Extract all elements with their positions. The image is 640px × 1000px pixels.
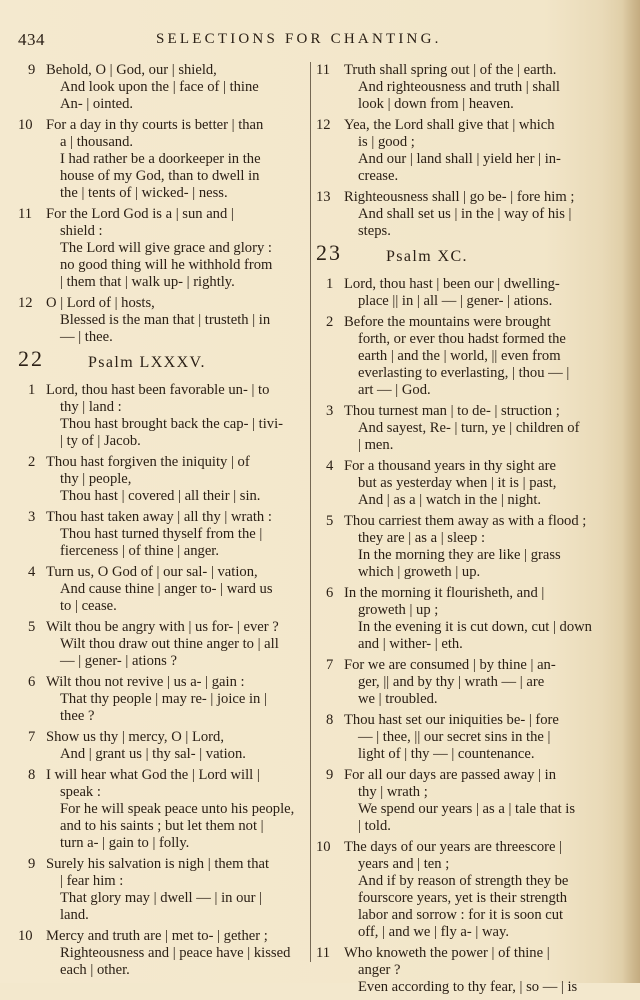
verse-line: Behold, O | God, our | shield, <box>46 62 217 78</box>
verse-line: For the Lord God is a | sun and | <box>46 206 234 222</box>
verse-number: 6 <box>326 585 334 601</box>
verse-number: 1 <box>326 276 334 292</box>
verse-line: Blessed is the man that | trusteth | in <box>60 312 271 328</box>
verse-line: — | thee, || our secret sins in the | <box>358 729 551 745</box>
column-divider <box>310 62 311 962</box>
verse-line: Righteousness and | peace have | kissed <box>60 945 291 961</box>
verse-line: fierceness | of thine | anger. <box>60 543 220 559</box>
verse-line: turn a- | gain to | folly. <box>60 835 190 851</box>
verse-line: anger ? <box>358 962 401 978</box>
verse-line: | men. <box>358 437 394 453</box>
verse-line: For we are consumed | by thine | an- <box>344 657 556 673</box>
verse-group <box>18 62 306 346</box>
verse-number: 8 <box>28 767 36 783</box>
psalm-title: Psalm LXXXV. <box>88 354 206 371</box>
verse-line: That thy people | may re- | joice in | <box>60 691 267 707</box>
verse-line: An- | ointed. <box>60 96 134 112</box>
verse-number: 13 <box>316 189 331 205</box>
verse-line: ger, || and by thy | wrath — | are <box>358 674 545 690</box>
verse-line: land. <box>60 907 89 923</box>
verse-line: thy | people, <box>60 471 132 487</box>
verse-line: thee ? <box>60 708 95 724</box>
verse <box>316 767 604 835</box>
verse <box>316 314 604 399</box>
verse-number: 9 <box>28 62 36 78</box>
verse-line: no good thing will he withhold from <box>60 257 273 273</box>
verse <box>316 513 604 581</box>
verse-number: 7 <box>326 657 334 673</box>
verse-line: Turn us, O God of | our sal- | vation, <box>46 564 258 580</box>
verse-line: crease. <box>358 168 399 184</box>
verse-number: 3 <box>326 403 334 419</box>
verse-number: 11 <box>316 945 331 961</box>
verse-line: Thou hast brought back the cap- | tivi- <box>60 416 283 432</box>
psalm-title: Psalm XC. <box>386 248 468 265</box>
verse-number: 10 <box>18 117 33 133</box>
verse <box>316 458 604 509</box>
verse-line: a | thousand. <box>60 134 134 150</box>
verse <box>18 729 306 763</box>
verse-line: is | good ; <box>358 134 415 150</box>
verse-line: | them that | walk up- | rightly. <box>60 274 235 290</box>
verse-line: off, | and we | fly a- | way. <box>358 924 510 940</box>
verse-line: to | cease. <box>60 598 117 614</box>
verse-line: I will hear what God the | Lord will | <box>46 767 260 783</box>
verse-line: The Lord will give grace and glory : <box>60 240 272 256</box>
verse-line: Thou carriest them away as with a flood ; <box>344 513 587 529</box>
verse-number: 2 <box>28 454 36 470</box>
verse-line: art — | God. <box>358 382 431 398</box>
verse-line: — | gener- | ations ? <box>60 653 177 669</box>
verse-line: Show us thy | mercy, O | Lord, <box>46 729 224 745</box>
verse-line: but as yesterday when | it is | past, <box>358 475 557 491</box>
verse <box>18 674 306 725</box>
verse-line: For a thousand years in thy sight are <box>344 458 556 474</box>
verse-line: and | wither- | eth. <box>358 636 463 652</box>
verse-group <box>316 62 604 240</box>
verse-line: That glory may | dwell — | in our | <box>60 890 263 906</box>
verse-line: In the morning they are like | grass <box>358 547 561 563</box>
verse-line: | told. <box>358 818 391 834</box>
verse-number: 5 <box>326 513 334 529</box>
verse-line: — | thee. <box>60 329 113 345</box>
verse-line: place || in | all — | gener- | ations. <box>358 293 553 309</box>
right-column <box>316 62 604 1000</box>
verse <box>316 657 604 708</box>
verse <box>316 839 604 941</box>
verse-line: shield : <box>60 223 103 239</box>
left-column <box>18 62 306 983</box>
psalm-heading <box>316 240 604 272</box>
verse-line: we | troubled. <box>358 691 438 707</box>
verse-line: earth | and the | world, || even from <box>358 348 561 364</box>
verse-line: And our | land shall | yield her | in- <box>358 151 561 167</box>
verse-number: 1 <box>28 382 36 398</box>
verse <box>18 564 306 615</box>
verse-line: O | Lord of | hosts, <box>46 295 155 311</box>
verse <box>316 276 604 310</box>
verse-line: Thou hast forgiven the iniquity | of <box>46 454 250 470</box>
verse-number: 11 <box>316 62 331 78</box>
verse <box>316 117 604 185</box>
verse-line: Even according to thy fear, | so — | is <box>358 979 578 995</box>
verse-line: For he will speak peace unto his people, <box>60 801 295 817</box>
verse-line: And sayest, Re- | turn, ye | children of <box>358 420 580 436</box>
verse-line: Wilt thou be angry with | us for- | ever ? <box>46 619 279 635</box>
verse-line: In the morning it flourisheth, and | <box>344 585 545 601</box>
verse-number: 3 <box>28 509 36 525</box>
verse-number: 4 <box>326 458 334 474</box>
verse-number: 11 <box>18 206 33 222</box>
verse-line: light of | thy — | countenance. <box>358 746 535 762</box>
verse-number: 10 <box>18 928 33 944</box>
verse <box>316 403 604 454</box>
verse <box>18 509 306 560</box>
psalm-heading <box>18 346 306 378</box>
page-number: 434 <box>18 30 45 49</box>
verse <box>316 62 604 113</box>
verse-line: thy | land : <box>60 399 122 415</box>
verse-number: 7 <box>28 729 36 745</box>
verse-line: fourscore years, yet is their strength <box>358 890 568 906</box>
verse-line: And if by reason of strength they be <box>358 873 569 889</box>
verse-number: 8 <box>326 712 334 728</box>
verse-line: which | groweth | up. <box>358 564 481 580</box>
verse-line: and to his saints ; but let them not | <box>60 818 264 834</box>
verse-line: labor and sorrow : for it is soon cut <box>358 907 564 923</box>
verse <box>18 928 306 979</box>
verse-line: In the evening it is cut down, cut | down <box>358 619 592 635</box>
verse-line: We spend our years | as a | tale that is <box>358 801 576 817</box>
verse-line: Thou hast | covered | all their | sin. <box>60 488 261 504</box>
verse-line: everlasting to everlasting, | thou — | <box>358 365 570 381</box>
verse-line: Thou hast turned thyself from the | <box>60 526 263 542</box>
verse-line: Thou hast taken away | all thy | wrath : <box>46 509 272 525</box>
verse <box>18 454 306 505</box>
verse-number: 2 <box>326 314 334 330</box>
verse-line: years and | ten ; <box>358 856 450 872</box>
verse-number: 6 <box>28 674 36 690</box>
verse-line: I had rather be a doorkeeper in the <box>60 151 261 167</box>
verse-number: 12 <box>18 295 33 311</box>
page-header <box>18 30 618 52</box>
verse-line: Mercy and truth are | met to- | gether ; <box>46 928 268 944</box>
verse-line: Surely his salvation is nigh | them that <box>46 856 270 872</box>
verse <box>18 117 306 202</box>
verse <box>316 945 604 996</box>
verse <box>18 295 306 346</box>
verse-number: 10 <box>316 839 331 855</box>
verse-line: Before the mountains were brought <box>344 314 551 330</box>
selection-number: 22 <box>18 346 44 371</box>
verse-line: And cause thine | anger to- | ward us <box>60 581 273 597</box>
verse-line: Lord, thou hast been favorable un- | to <box>46 382 270 398</box>
verse-line: For a day in thy courts is better | than <box>46 117 264 133</box>
verse-line: And | grant us | thy sal- | vation. <box>60 746 246 762</box>
verse <box>18 62 306 113</box>
verse <box>316 189 604 240</box>
verse-line: house of my God, than to dwell in <box>60 168 260 184</box>
verse-line: Thou hast set our iniquities be- | fore <box>344 712 559 728</box>
running-title: SELECTIONS FOR CHANTING. <box>156 31 442 47</box>
verse <box>316 585 604 653</box>
verse-line: steps. <box>358 223 391 239</box>
verse-line: Who knoweth the power | of thine | <box>344 945 550 961</box>
verse-line: Thou turnest man | to de- | struction ; <box>344 403 560 419</box>
verse-group <box>316 276 604 996</box>
verse <box>316 712 604 763</box>
verse-line: And | as a | watch in the | night. <box>358 492 542 508</box>
verse-number: 5 <box>28 619 36 635</box>
verse-line: And look upon the | face of | thine <box>60 79 259 95</box>
verse-line: speak : <box>60 784 101 800</box>
verse-line: For all our days are passed away | in <box>344 767 557 783</box>
verse-line: Truth shall spring out | of the | earth. <box>344 62 557 78</box>
verse-line: forth, or ever thou hadst formed the <box>358 331 566 347</box>
verse-line: And righteousness and truth | shall <box>358 79 560 95</box>
verse-number: 9 <box>28 856 36 872</box>
verse <box>18 382 306 450</box>
verse <box>18 619 306 670</box>
verse-line: each | other. <box>60 962 130 978</box>
verse-line: Wilt thou draw out thine anger to | all <box>60 636 279 652</box>
verse-line: Yea, the Lord shall give that | which <box>344 117 555 133</box>
verse-line: | ty of | Jacob. <box>60 433 141 449</box>
verse-number: 4 <box>28 564 36 580</box>
page-binding-shadow <box>622 0 640 983</box>
verse-line: And shall set us | in the | way of his | <box>358 206 572 222</box>
selection-number: 23 <box>316 240 342 265</box>
verse-line: groweth | up ; <box>358 602 439 618</box>
verse-line: Lord, thou hast | been our | dwelling- <box>344 276 560 292</box>
verse-line: Wilt thou not revive | us a- | gain : <box>46 674 245 690</box>
verse-line: thy | wrath ; <box>358 784 428 800</box>
verse <box>18 767 306 852</box>
verse-line: | fear him : <box>60 873 124 889</box>
verse <box>18 856 306 924</box>
verse-line: Righteousness shall | go be- | fore him ; <box>344 189 575 205</box>
verse-line: they are | as a | sleep : <box>358 530 485 546</box>
verse-line: The days of our years are threescore | <box>344 839 563 855</box>
verse <box>18 206 306 291</box>
verse-line: the | tents of | wicked- | ness. <box>60 185 228 201</box>
verse-line: look | down from | heaven. <box>358 96 514 112</box>
verse-number: 12 <box>316 117 331 133</box>
verse-group <box>18 382 306 979</box>
verse-number: 9 <box>326 767 334 783</box>
